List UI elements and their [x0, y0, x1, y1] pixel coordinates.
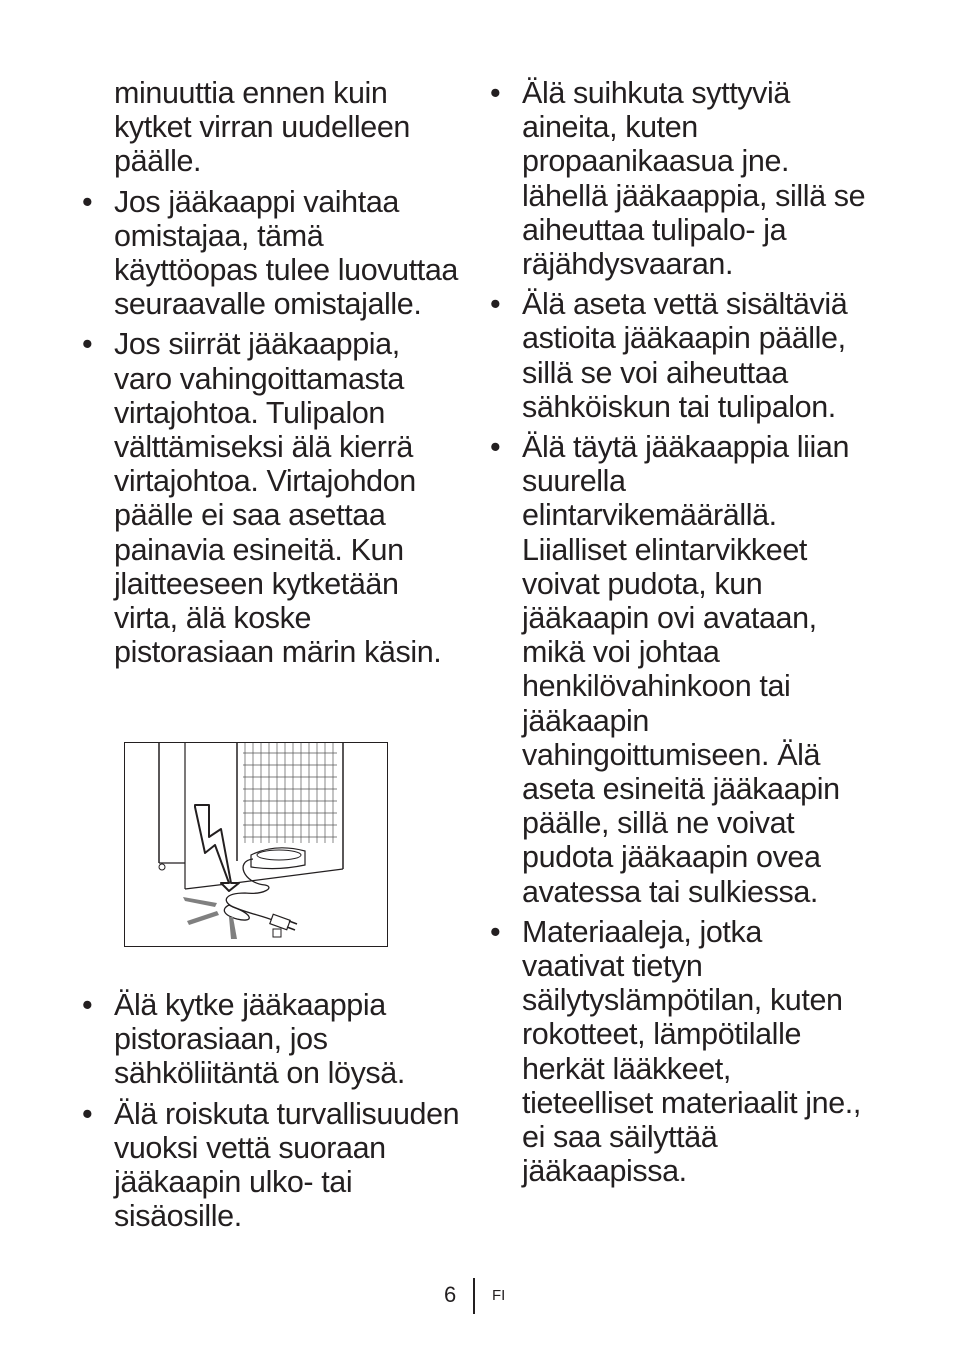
bullet: •	[82, 327, 93, 362]
bullet: •	[82, 988, 93, 1022]
condenser-coil	[243, 743, 337, 843]
bullet: •	[82, 184, 93, 219]
bullet: •	[490, 76, 501, 110]
right-column	[488, 76, 868, 1189]
continuation-text: minuuttia ennen kuin kytket virran uudelleen päälle.	[114, 76, 410, 179]
page-number: 6	[444, 1282, 457, 1307]
shock-rays	[183, 897, 237, 939]
lightning-bolt-icon	[195, 805, 239, 891]
plug-icon	[270, 914, 297, 937]
list-item	[488, 76, 868, 281]
page-footer	[0, 1278, 954, 1318]
list-item	[80, 988, 465, 1091]
list-item-text: Älä kytke jääkaappia pistorasiaan, jos sähköliitäntä on löysä.	[114, 988, 405, 1091]
electric-shock-illustration	[124, 742, 388, 947]
list-item-text: Materiaaleja, jotka vaativat tietyn säilytyslämpötilan, kuten rokotteet, lämpötilalle herkät lääkkeet, tieteelliset materiaalit jne., ei saa säilyttää jääkaapissa.	[522, 914, 861, 1189]
list-item-text: Älä roiskuta turvallisuuden vuoksi vettä suoraan jääkaapin ulko- tai sisäosille.	[114, 1096, 460, 1234]
fridge-foot	[159, 864, 165, 870]
fridge-plug-drawing	[125, 743, 387, 946]
bullet: •	[490, 430, 501, 465]
language-code: FI	[492, 1287, 506, 1304]
list-item	[488, 430, 868, 909]
left-column	[80, 76, 465, 669]
footer-divider	[473, 1278, 475, 1314]
list-item	[488, 287, 868, 424]
bullet: •	[490, 914, 501, 949]
list-item-text: Älä täytä jääkaappia liian suurella elintarvikemäärällä. Liialliset elintarvikkeet voivat pudota, kun jääkaapin ovi avataan, mikä voi johtaa henkilövahinkoon tai jääkaapin vahingoittumiseen. Älä aseta esineitä jääkaapin päälle, sillä ne voivat pudota jääkaapin ovea avatessa tai sulkiessa.	[522, 430, 850, 909]
list-item-text: Älä aseta vettä sisältäviä astioita jääkaapin päälle, sillä se voi aiheuttaa sähköiskun tai tulipalon.	[522, 287, 848, 424]
list-item-text: Jos siirrät jääkaappia, varo vahingoittamasta virtajohtoa. Tulipalon välttämiseksi älä kierrä virtajohtoa. Virtajohdon päälle ei saa asettaa painavia esineitä. Kun jlaitteeseen kytketään virta, älä koske pistorasiaan märin käsin.	[114, 327, 442, 670]
list-item	[80, 185, 465, 322]
list-item	[80, 1097, 465, 1234]
list-item	[80, 327, 465, 669]
list-item-text: Jos jääkaappi vaihtaa omistajaa, tämä käyttöopas tulee luovuttaa seuraavalle omistajalle.	[114, 184, 458, 322]
bullet: •	[82, 1096, 93, 1131]
list-item-text: Älä suihkuta syttyviä aineita, kuten propaanikaasua jne. lähellä jääkaappia, sillä se aiheuttaa tulipalo- ja räjähdysvaaran.	[522, 76, 866, 282]
bullet: •	[490, 287, 501, 322]
left-column-lower	[80, 988, 465, 1233]
list-item	[488, 915, 868, 1189]
